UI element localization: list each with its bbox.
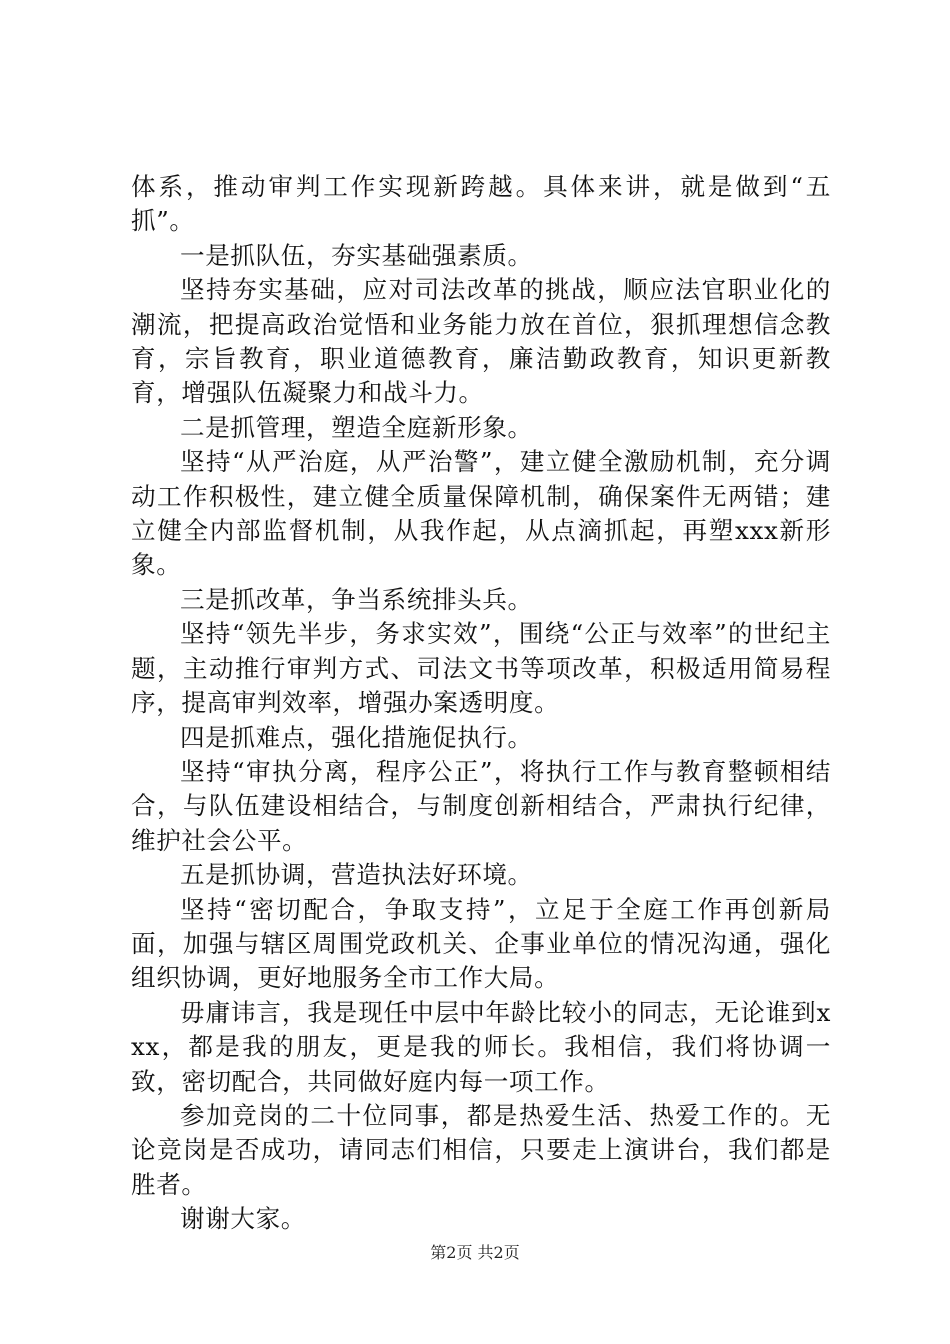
paragraph-continuation: 体系，推动审判工作实现新跨越。具体来讲，就是做到“五抓”。 — [131, 172, 831, 236]
section-heading-4: 四是抓难点，强化措施促执行。 — [180, 722, 533, 752]
document-body — [131, 170, 831, 1237]
section-heading-2: 二是抓管理，塑造全庭新形象。 — [180, 412, 533, 442]
paragraph-3: 坚持“领先半步，务求实效”，围绕“公正与效率”的世纪主题，主动推行审判方式、司法文书等项改革，积极适用简易程序，提高审判效率，增强办案透明度。 — [131, 619, 831, 718]
paragraph-closing-1: 毋庸讳言，我是现任中层中年龄比较小的同志，无论谁到xxx，都是我的朋友，更是我的师长。我相信，我们将协调一致，密切配合，共同做好庭内每一项工作。 — [131, 997, 831, 1096]
section-heading-1: 一是抓队伍，夯实基础强素质。 — [180, 240, 533, 270]
section-heading-3: 三是抓改革，争当系统排头兵。 — [180, 584, 533, 614]
paragraph-1: 坚持夯实基础，应对司法改革的挑战，顺应法官职业化的潮流，把提高政治觉悟和业务能力放在首位，狠抓理想信念教育，宗旨教育，职业道德教育，廉洁勤政教育，知识更新教育，增强队伍凝聚力和战斗力。 — [131, 275, 831, 408]
paragraph-5: 坚持“密切配合，争取支持”，立足于全庭工作再创新局面，加强与辖区周围党政机关、企事业单位的情况沟通，强化组织协调，更好地服务全市工作大局。 — [131, 894, 831, 993]
thanks-line: 谢谢大家。 — [180, 1204, 306, 1234]
paragraph-closing-2: 参加竞岗的二十位同事，都是热爱生活、热爱工作的。无论竞岗是否成功，请同志们相信，只要走上演讲台，我们都是胜者。 — [131, 1100, 831, 1199]
page-number-footer: 第2页 共2页 — [430, 1243, 520, 1262]
paragraph-4: 坚持“审执分离，程序公正”，将执行工作与教育整顿相结合，与队伍建设相结合，与制度创新相结合，严肃执行纪律，维护社会公平。 — [131, 756, 831, 855]
paragraph-2: 坚持“从严治庭，从严治警”，建立健全激励机制，充分调动工作积极性，建立健全质量保障机制，确保案件无两错；建立健全内部监督机制，从我作起，从点滴抓起，再塑xxx新形象。 — [131, 447, 831, 580]
section-heading-5: 五是抓协调，营造执法好环境。 — [180, 860, 533, 890]
